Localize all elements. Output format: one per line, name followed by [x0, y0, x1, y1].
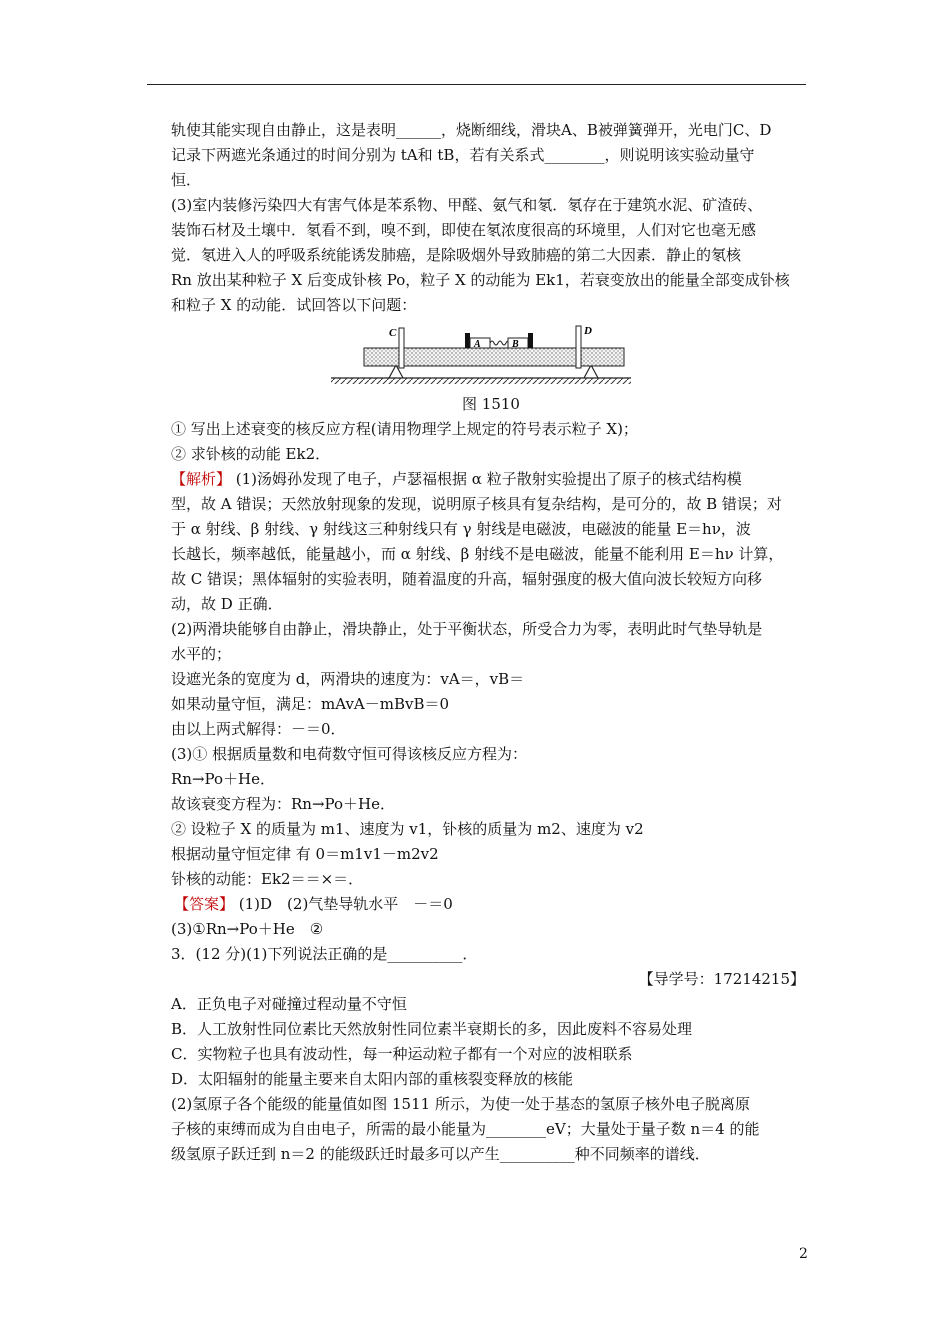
sub-question: ① 写出上述衰变的核反应方程(请用物理学上规定的符号表示粒子 X)； — [171, 420, 638, 438]
analysis-tag: 【解析】 — [171, 470, 232, 488]
analysis-line: 根据动量守恒定律 有 0＝m1v1－m2v2 — [171, 845, 439, 863]
analysis-line: 型，故 A 错误；天然放射现象的发现，说明原子核具有复杂结构，是可分的，故 B 错误；对 — [171, 495, 782, 513]
text-line: 轨使其能实现自由静止，这是表明______，烧断细线，滑块A、B被弹簧弹开，光电门C、D — [171, 121, 772, 139]
answer-line: 【答案】 (1)D (2)气垫导轨水平 －＝0 — [174, 895, 453, 913]
text-line: 恒． — [171, 171, 202, 189]
analysis-line: 水平的； — [171, 645, 232, 663]
option-d: D．太阳辐射的能量主要来自太阳内部的重核裂变释放的核能 — [171, 1070, 574, 1088]
analysis-line: 动，故 D 正确． — [171, 595, 283, 613]
photogate-d — [576, 326, 581, 368]
text-line: 记录下两遮光条通过的时间分别为 tA和 tB，若有关系式________，则说明该实验动量守 — [171, 146, 755, 164]
analysis-line: 长越长，频率越低，能量越小，而 α 射线、β 射线不是电磁波，能量不能利用 E＝hν 计算， — [171, 545, 784, 563]
label-a: A — [474, 339, 481, 350]
analysis-line: 钋核的动能：Ek2＝＝×＝． — [171, 870, 364, 888]
ground-hatch — [331, 378, 631, 384]
answer-tag: 【答案】 — [174, 895, 235, 913]
question-3-title: 3．(12 分)(1)下列说法正确的是__________． — [171, 945, 478, 963]
label-d: D — [584, 325, 592, 337]
option-b: B．人工放射性同位素比天然放射性同位素半衰期长的多，因此废料不容易处理 — [171, 1020, 693, 1038]
shade-strip-a — [465, 333, 470, 348]
analysis-line: 故该衰变方程为：Rn→Po＋He． — [171, 795, 395, 813]
analysis-line: 由以上两式解得：－＝0． — [171, 720, 346, 738]
text-line: Rn 放出某种粒子 X 后变成钋核 Po，粒子 X 的动能为 Ek1，若衰变放出的能量全部变成钋核 — [171, 271, 790, 289]
text-line: 觉．氡进入人的呼吸系统能诱发肺癌，是除吸烟外导致肺癌的第二大因素．静止的氡核 — [171, 246, 742, 264]
analysis-line: (2)两滑块能够自由静止，滑块静止，处于平衡状态，所受合力为零，表明此时气垫导轨是 — [171, 620, 763, 638]
sub-question: ② 求钋核的动能 Ek2． — [171, 445, 331, 463]
analysis-line: 如果动量守恒，满足：mAvA－mBvB＝0 — [171, 695, 450, 713]
guide-number: 【导学号：17214215】 — [638, 970, 805, 988]
option-c: C．实物粒子也具有波动性，每一种运动粒子都有一个对应的波相联系 — [171, 1045, 633, 1063]
analysis-line: ② 设粒子 X 的质量为 m1、速度为 v1，钋核的质量为 m2、速度为 v2 — [171, 820, 644, 838]
question-text: 子核的束缚而成为自由电子，所需的最小能量为________eV；大量处于量子数 n＝4 的能 — [171, 1120, 760, 1138]
analysis-line: 【解析】 (1)汤姆孙发现了电子，卢瑟福根据 α 粒子散射实验提出了原子的核式结构模 — [171, 470, 742, 488]
photogate-c — [399, 328, 404, 368]
answer-line: (3)①Rn→Po＋He ② — [171, 920, 324, 938]
option-a: A．正负电子对碰撞过程动量不守恒 — [171, 995, 407, 1013]
analysis-line: 于 α 射线、β 射线、γ 射线这三种射线只有 γ 射线是电磁波，电磁波的能量 E＝hν，波 — [171, 520, 751, 538]
question-text: 级氢原子跃迁到 n＝2 的能级跃迁时最多可以产生__________种不同频率的谱线． — [171, 1145, 710, 1163]
air-track-diagram — [171, 320, 811, 392]
text-line: (3)室内装修污染四大有害气体是苯系物、甲醛、氨气和氡．氡存在于建筑水泥、矿渣砖、 — [171, 196, 763, 214]
figure-caption: 图 1510 — [462, 395, 520, 413]
air-track-figure — [171, 320, 811, 392]
page-content — [171, 118, 811, 1167]
analysis-line: 故 C 错误；黑体辐射的实验表明，随着温度的升高，辐射强度的极大值向波长较短方向移 — [171, 570, 763, 588]
header-rule — [147, 84, 806, 85]
analysis-line: (3)① 根据质量数和电荷数守恒可得该核反应方程为： — [171, 745, 528, 763]
text-line: 和粒子 X 的动能．试回答以下问题： — [171, 296, 417, 314]
label-c: C — [389, 327, 397, 339]
shade-strip-b — [528, 333, 533, 348]
question-text: (2)氢原子各个能级的能量值如图 1511 所示，为使一处于基态的氢原子核外电子脱离原 — [171, 1095, 750, 1113]
analysis-line: Rn→Po＋He． — [171, 770, 275, 788]
analysis-line: 设遮光条的宽度为 d，两滑块的速度为：vA＝，vB＝ — [171, 670, 525, 688]
label-b: B — [512, 339, 519, 350]
page-number: 2 — [799, 1246, 808, 1262]
text-line: 装饰石材及土壤中．氡看不到，嗅不到，即使在氡浓度很高的环境里，人们对它也毫无感 — [171, 221, 757, 239]
